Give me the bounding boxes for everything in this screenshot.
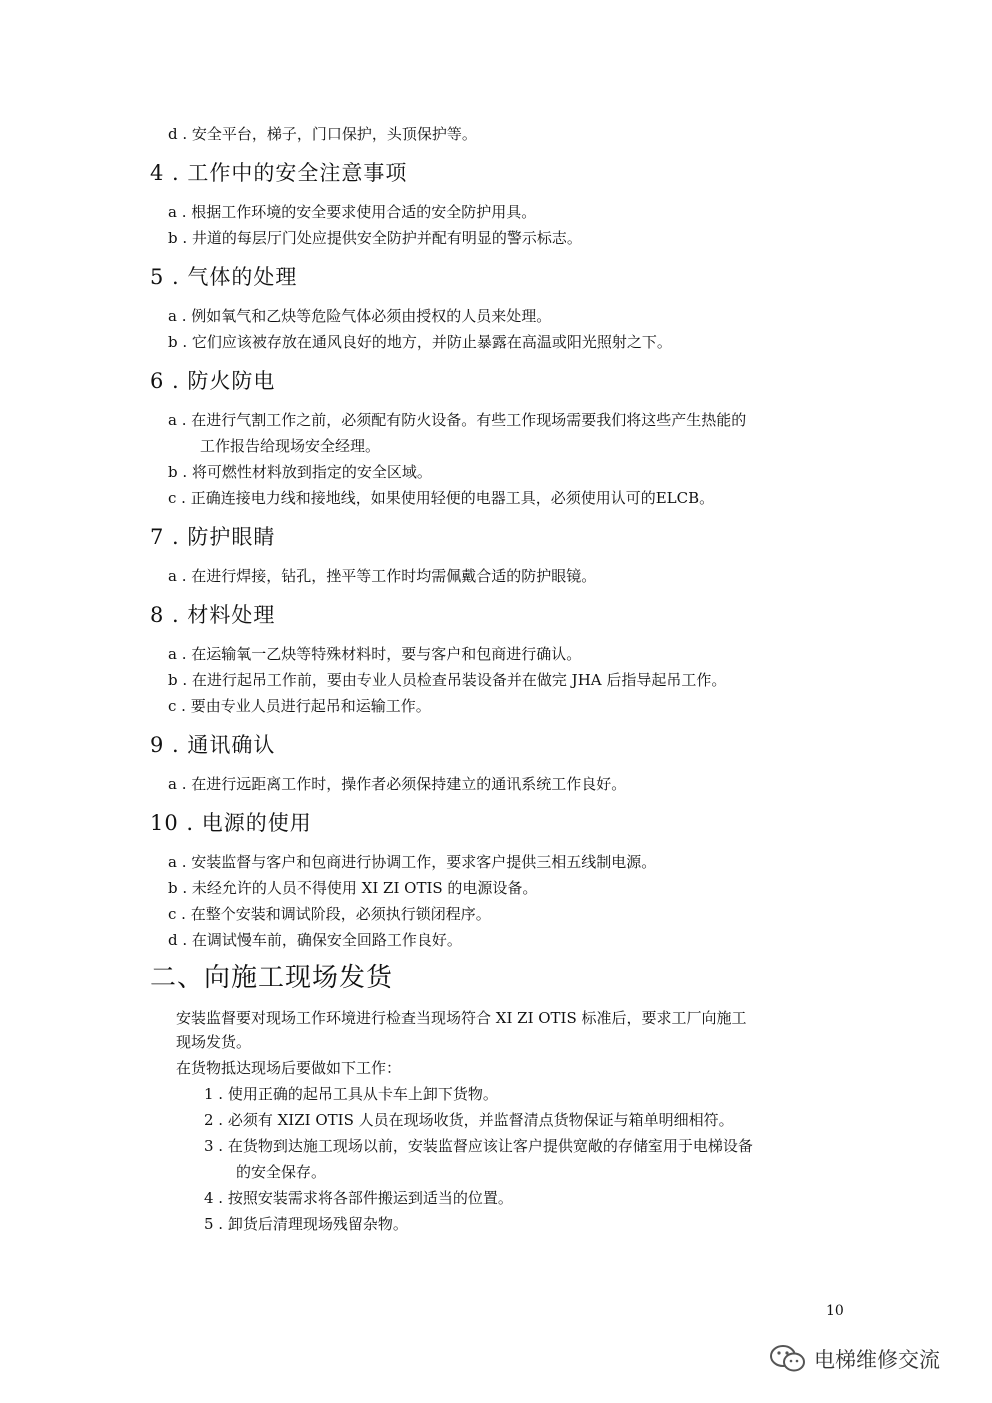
section-heading: 8 . 材料处理 xyxy=(150,603,276,627)
list-item: 工作报告给现场安全经理。 xyxy=(200,437,381,455)
list-item: 1 . 使用正确的起吊工具从卡车上卸下货物。 xyxy=(204,1085,498,1103)
section-heading: 10 . 电源的使用 xyxy=(150,811,312,835)
paragraph-line: 现场发货。 xyxy=(176,1033,252,1051)
list-item: 2 . 必须有 XIZI OTIS 人员在现场收货，并监督清点货物保证与箱单明细相符。 xyxy=(204,1111,734,1129)
page-number: 10 xyxy=(826,1303,844,1319)
list-item: a . 在运输氧一乙炔等特殊材料时，要与客户和包商进行确认。 xyxy=(168,645,582,663)
paragraph-line: 安装监督要对现场工作环境进行检查当现场符合 XI ZI OTIS 标准后，要求工厂向施工 xyxy=(176,1009,747,1027)
section-heading: 7 . 防护眼睛 xyxy=(150,525,276,549)
watermark-text: 电梯维修交流 xyxy=(814,1348,940,1372)
list-item: a . 根据工作环境的安全要求使用合适的安全防护用具。 xyxy=(168,203,537,221)
list-item: d . 安全平台，梯子，门口保护，头顶保护等。 xyxy=(168,125,477,143)
paragraph-line: 在货物抵达现场后要做如下工作： xyxy=(176,1059,402,1077)
section-heading: 4 . 工作中的安全注意事项 xyxy=(150,161,408,185)
section-heading: 5 . 气体的处理 xyxy=(150,265,298,289)
list-item: b . 在进行起吊工作前，要由专业人员检查吊装设备并在做完 JHA 后指导起吊工作。 xyxy=(168,671,727,689)
list-item: a . 在进行焊接，钻孔，挫平等工作时均需佩戴合适的防护眼镜。 xyxy=(168,567,597,585)
list-item: b . 将可燃性材料放到指定的安全区域。 xyxy=(168,463,432,481)
list-item: a . 在进行气割工作之前，必须配有防火设备。有些工作现场需要我们将这些产生热能的 xyxy=(168,411,747,429)
list-item: c . 在整个安装和调试阶段，必须执行锁闭程序。 xyxy=(168,905,491,923)
list-item: a . 在进行远距离工作时，操作者必须保持建立的通讯系统工作良好。 xyxy=(168,775,627,793)
section-heading: 二、向施工现场发货 xyxy=(150,963,394,993)
list-item: b . 井道的每层厅门处应提供安全防护并配有明显的警示标志。 xyxy=(168,229,582,247)
section-heading: 6 . 防火防电 xyxy=(150,369,276,393)
list-item: c . 正确连接电力线和接地线，如果使用轻便的电器工具，必须使用认可的ELCB。 xyxy=(168,489,715,507)
list-item: a . 例如氧气和乙炔等危险气体必须由授权的人员来处理。 xyxy=(168,307,552,325)
list-item: 的安全保存。 xyxy=(236,1163,327,1181)
list-item: c . 要由专业人员进行起吊和运输工作。 xyxy=(168,697,431,715)
section-heading: 9 . 通讯确认 xyxy=(150,733,276,757)
list-item: b . 它们应该被存放在通风良好的地方，并防止暴露在高温或阳光照射之下。 xyxy=(168,333,672,351)
list-item: b . 未经允许的人员不得使用 XI ZI OTIS 的电源设备。 xyxy=(168,879,538,897)
watermark xyxy=(768,1342,940,1376)
list-item: 3 . 在货物到达施工现场以前，安装监督应该让客户提供宽敞的存储室用于电梯设备 xyxy=(204,1137,753,1155)
list-item: 4 . 按照安装需求将各部件搬运到适当的位置。 xyxy=(204,1189,513,1207)
list-item: d . 在调试慢车前，确保安全回路工作良好。 xyxy=(168,931,462,949)
list-item: a . 安装监督与客户和包商进行协调工作，要求客户提供三相五线制电源。 xyxy=(168,853,657,871)
wechat-icon xyxy=(768,1342,808,1376)
list-item: 5 . 卸货后清理现场残留杂物。 xyxy=(204,1215,408,1233)
